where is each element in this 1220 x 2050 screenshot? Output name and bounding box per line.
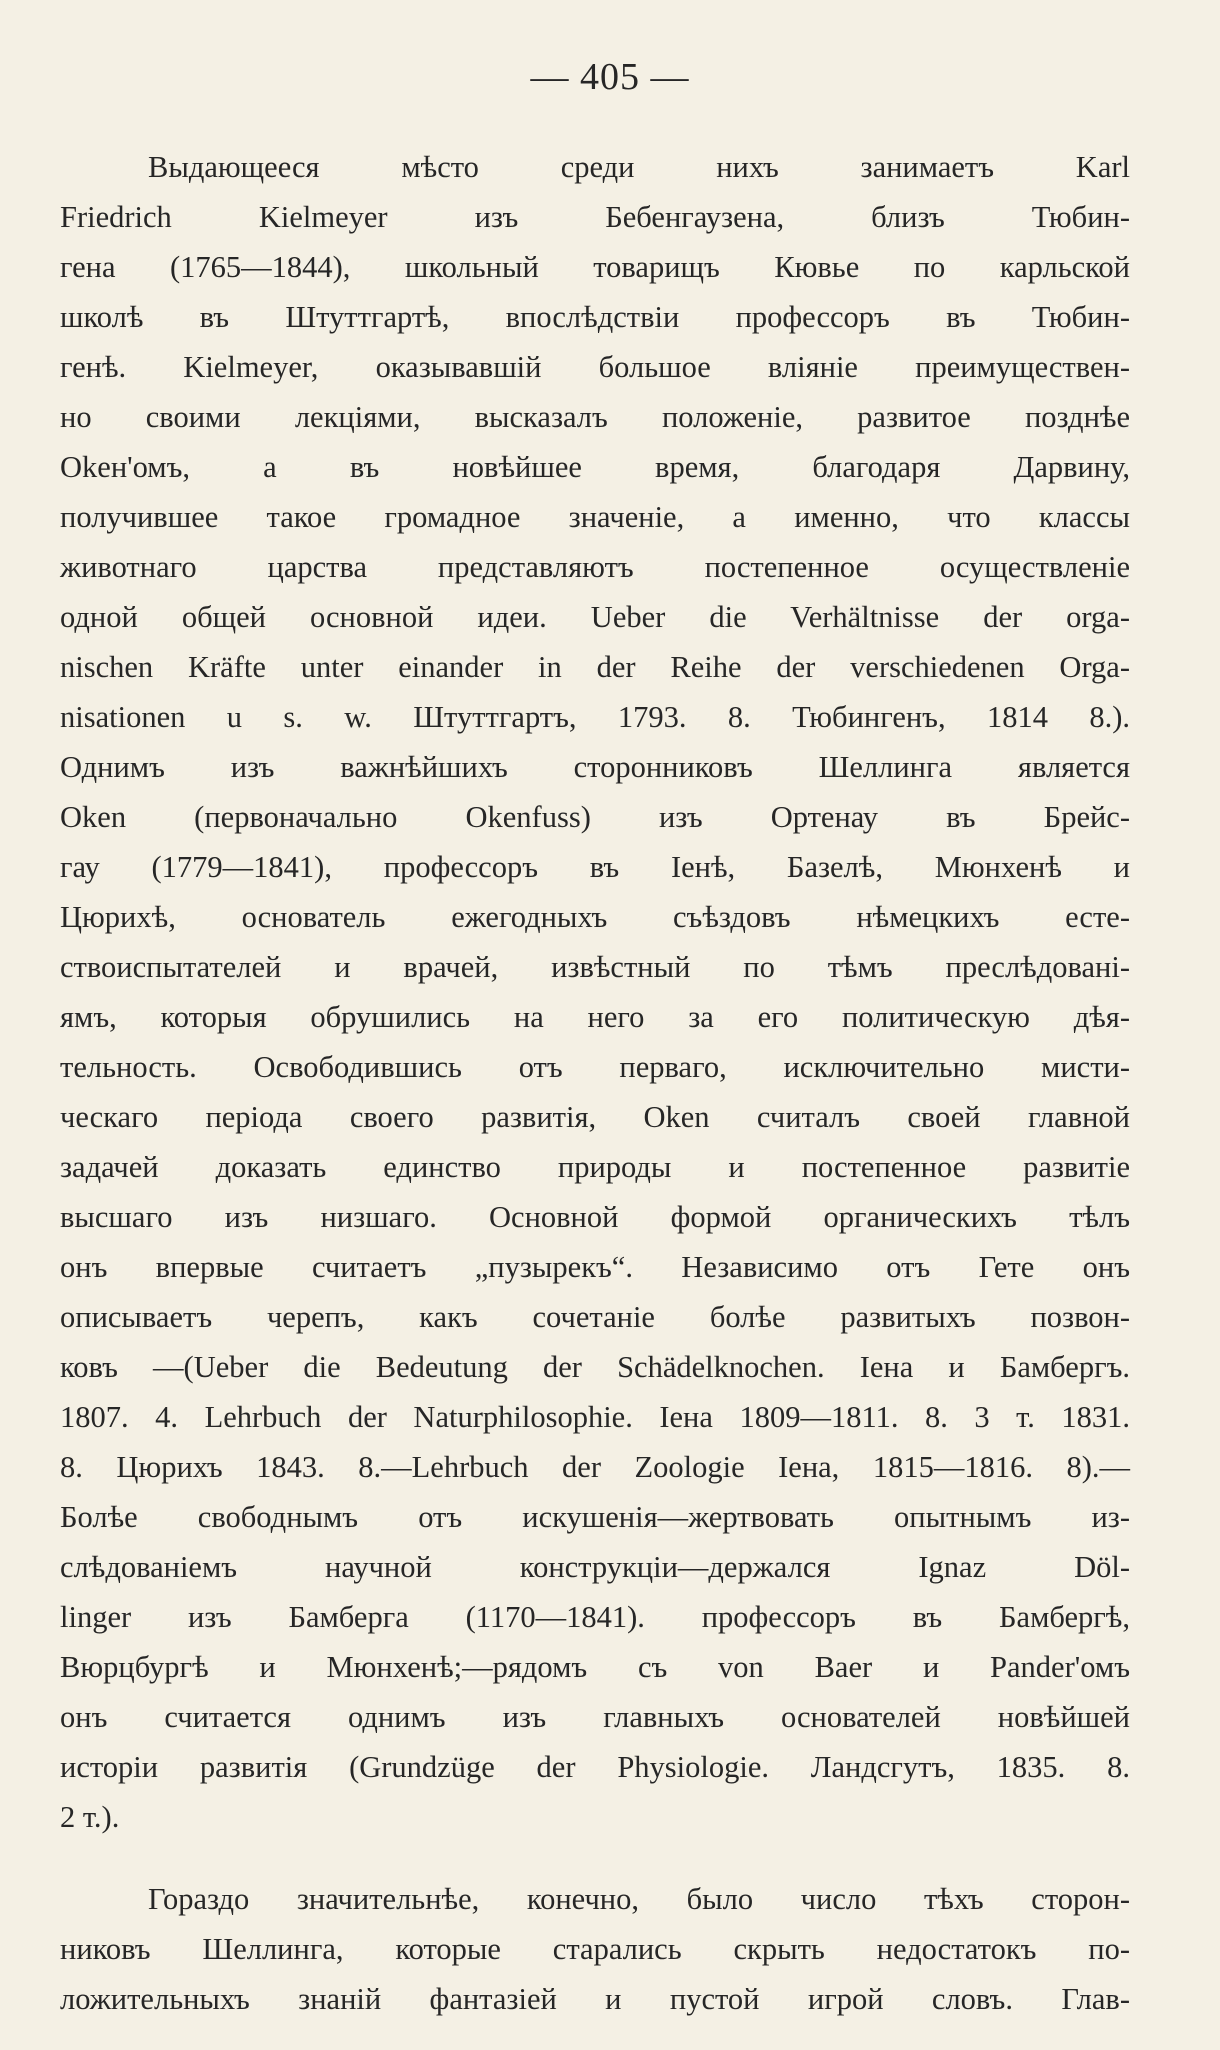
text-line: 1807. 4. Lehrbuch der Naturphilosophie. Іена 1809—1811. 8. 3 т. 1831. [60, 1400, 1130, 1434]
text-line: nischen Kräfte unter einander in der Reihe der verschiedenen Orga- [60, 650, 1130, 684]
text-line: никовъ Шеллинга, которые старались скрыть недостатокъ по- [60, 1932, 1130, 1966]
text-line: Выдающееся мѣсто среди нихъ занимаетъ Karl [148, 150, 1130, 184]
text-line: ческаго періода своего развитія, Oken считалъ своей главной [60, 1100, 1130, 1134]
text-line: высшаго изъ низшаго. Основной формой органическихъ тѣлъ [60, 1200, 1130, 1234]
text-line: описываетъ черепъ, какъ сочетаніе болѣе развитыхъ позвон- [60, 1300, 1130, 1334]
body-text [60, 142, 1130, 2024]
text-line: nisationen u s. w. Штуттгартъ, 1793. 8. Тюбингенъ, 1814 8.). [60, 700, 1130, 734]
text-line: linger изъ Бамберга (1170—1841). профессоръ въ Бамбергѣ, [60, 1600, 1130, 1634]
page-number: — 405 — [530, 56, 690, 98]
text-line: одной общей основной идеи. Ueber die Verhältnisse der orga- [60, 600, 1130, 634]
text-line: 8. Цюрихъ 1843. 8.—Lehrbuch der Zoologie Іена, 1815—1816. 8).— [60, 1450, 1130, 1484]
text-line: школѣ въ Штуттгартѣ, впослѣдствіи профессоръ въ Тюбин- [60, 300, 1130, 334]
text-line: Однимъ изъ важнѣйшихъ сторонниковъ Шеллинга является [60, 750, 1130, 784]
text-line: Oken (первоначально Okenfuss) изъ Ортенау въ Брейс- [60, 800, 1130, 834]
text-line: Цюрихѣ, основатель ежегодныхъ съѣздовъ нѣмецкихъ есте- [60, 900, 1130, 934]
text-line: гена (1765—1844), школьный товарищъ Кювье по карльской [60, 250, 1130, 284]
text-line: задачей доказать единство природы и постепенное развитіе [60, 1150, 1130, 1184]
text-line: исторіи развитія (Grundzüge der Physiologie. Ландсгутъ, 1835. 8. [60, 1750, 1130, 1784]
text-line: тельность. Освободившись отъ перваго, исключительно мисти- [60, 1050, 1130, 1084]
text-line: 2 т.). [60, 1800, 120, 1834]
text-line: Friedrich Kielmeyer изъ Бебенгаузена, близъ Тюбин- [60, 200, 1130, 234]
paragraph-2 [60, 1874, 1130, 2024]
text-line: Болѣе свободнымъ отъ искушенія—жертвовать опытнымъ из- [60, 1500, 1130, 1534]
text-line: гау (1779—1841), профессоръ въ Іенѣ, Базелѣ, Мюнхенѣ и [60, 850, 1130, 884]
text-line: Гораздо значительнѣе, конечно, было число тѣхъ сторон- [148, 1882, 1130, 1916]
text-line: онъ впервые считаетъ „пузырекъ“. Независимо отъ Гете онъ [60, 1250, 1130, 1284]
text-line: ковъ —(Ueber die Bedeutung der Schädelknochen. Іена и Бамбергъ. [60, 1350, 1130, 1384]
text-line: слѣдованіемъ научной конструкціи—держался Ignaz Döl- [60, 1550, 1130, 1584]
text-line: животнаго царства представляютъ постепенное осуществленіе [60, 550, 1130, 584]
text-line: ложительныхъ знаній фантазіей и пустой игрой словъ. Глав- [60, 1982, 1130, 2016]
text-line: ствоиспытателей и врачей, извѣстный по тѣмъ преслѣдованi- [60, 950, 1130, 984]
text-line: онъ считается однимъ изъ главныхъ основателей новѣйшей [60, 1700, 1130, 1734]
text-line: получившее такое громадное значеніе, а именно, что классы [60, 500, 1130, 534]
paragraph-1 [60, 142, 1130, 1842]
text-line: но своими лекціями, высказалъ положеніе, развитое позднѣе [60, 400, 1130, 434]
text-line: Okeн'омъ, а въ новѣйшее время, благодаря Дарвину, [60, 450, 1130, 484]
text-line: Вюрцбургѣ и Мюнхенѣ;—рядомъ съ von Baer и Pander'омъ [60, 1650, 1130, 1684]
text-line: генѣ. Kielmeyer, оказывавшій большое вліяніе преимуществен- [60, 350, 1130, 384]
paragraph-gap [60, 1842, 1130, 1874]
text-line: ямъ, которыя обрушились на него за его политическую дѣя- [60, 1000, 1130, 1034]
